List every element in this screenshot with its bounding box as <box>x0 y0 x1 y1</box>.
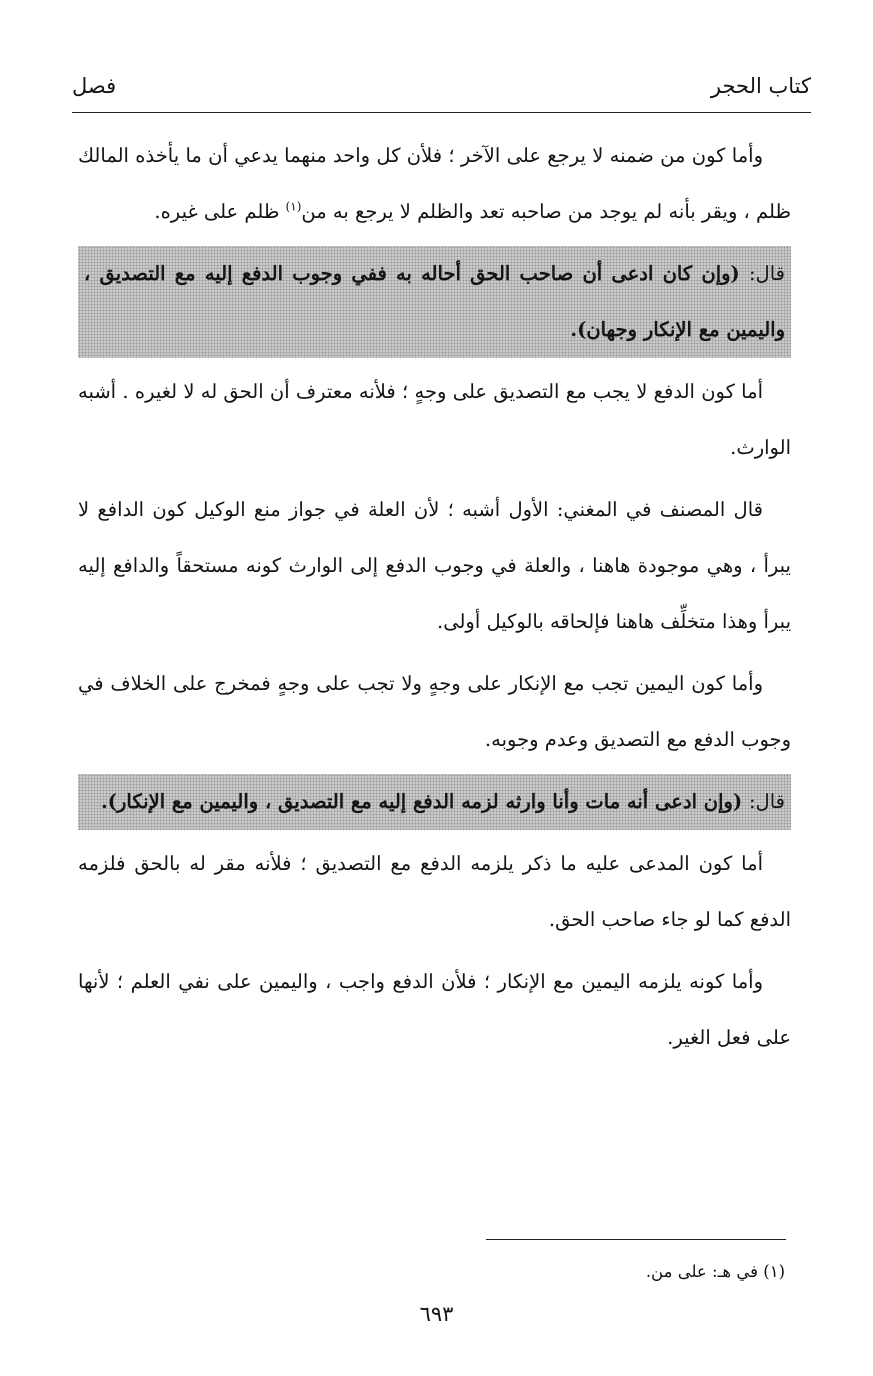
footnote-text: في هـ: على من. <box>645 1262 758 1281</box>
quote-text: (وإن ادعى أنه مات وأنا وارثه لزمه الدفع إليه مع التصديق ، واليمين مع الإنكار). <box>101 790 743 813</box>
footnote <box>646 1262 785 1281</box>
book-title-header: كتاب الحجر <box>710 74 811 98</box>
paragraph-6: وأما كونه يلزمه اليمين مع الإنكار ؛ فلأن الدفع واجب ، واليمين على نفي العلم ؛ لأنها على فعل الغير. <box>78 970 791 1049</box>
paragraph-2: أما كون الدفع لا يجب مع التصديق على وجهٍ ؛ فلأنه معترف أن الحق له لا لغيره . أشبه الوارث. <box>78 380 791 459</box>
paragraph-1 <box>78 128 791 240</box>
footnote-reference[interactable]: (١) <box>285 199 302 214</box>
quote-text: (وإن كان ادعى أن صاحب الحق أحاله به ففي وجوب الدفع إليه مع التصديق ، واليمين مع الإنكار وجهان). <box>84 262 785 341</box>
header-rule <box>72 112 811 113</box>
paragraph-1-part1: وأما كون من ضمنه لا يرجع على الآخر ؛ فلأن كل واحد منهما يدعي أن ما يأخذه المالك ظلم ، ويقر بأنه لم يوجد من صاحبه تعد والظلم لا يرجع به من <box>78 144 791 223</box>
quote-label: قال: <box>748 262 785 285</box>
section-title-header: فصل <box>72 74 117 98</box>
footnote-marker: (١) <box>763 1262 785 1281</box>
running-header <box>72 66 811 106</box>
quoted-matn-2 <box>78 774 791 830</box>
footnote-rule <box>486 1239 786 1240</box>
paragraph-1-part2: ظلم على غيره. <box>154 200 280 223</box>
paragraph-4: وأما كون اليمين تجب مع الإنكار على وجهٍ ولا تجب على وجهٍ فمخرج على الخلاف في وجوب الدفع مع التصديق وعدم وجوبه. <box>78 672 791 751</box>
quote-label: قال: <box>748 790 785 813</box>
main-text <box>78 128 791 1072</box>
page-number: ٦٩٣ <box>419 1302 454 1326</box>
paragraph-5: أما كون المدعى عليه ما ذكر يلزمه الدفع مع التصديق ؛ فلأنه مقر له بالحق فلزمه الدفع كما لو جاء صاحب الحق. <box>78 852 791 931</box>
paragraph-3: قال المصنف في المغني: الأول أشبه ؛ لأن العلة في جواز منع الوكيل كون الدافع لا يبرأ ، وهي موجودة هاهنا ، والعلة في وجوب الدفع إلى الوارث كونه مستحقاً والدافع إليه يبرأ وهذا متخلِّف هاهنا فإلحاقه بالوكيل أولى. <box>78 498 791 633</box>
quoted-matn-1 <box>78 246 791 358</box>
